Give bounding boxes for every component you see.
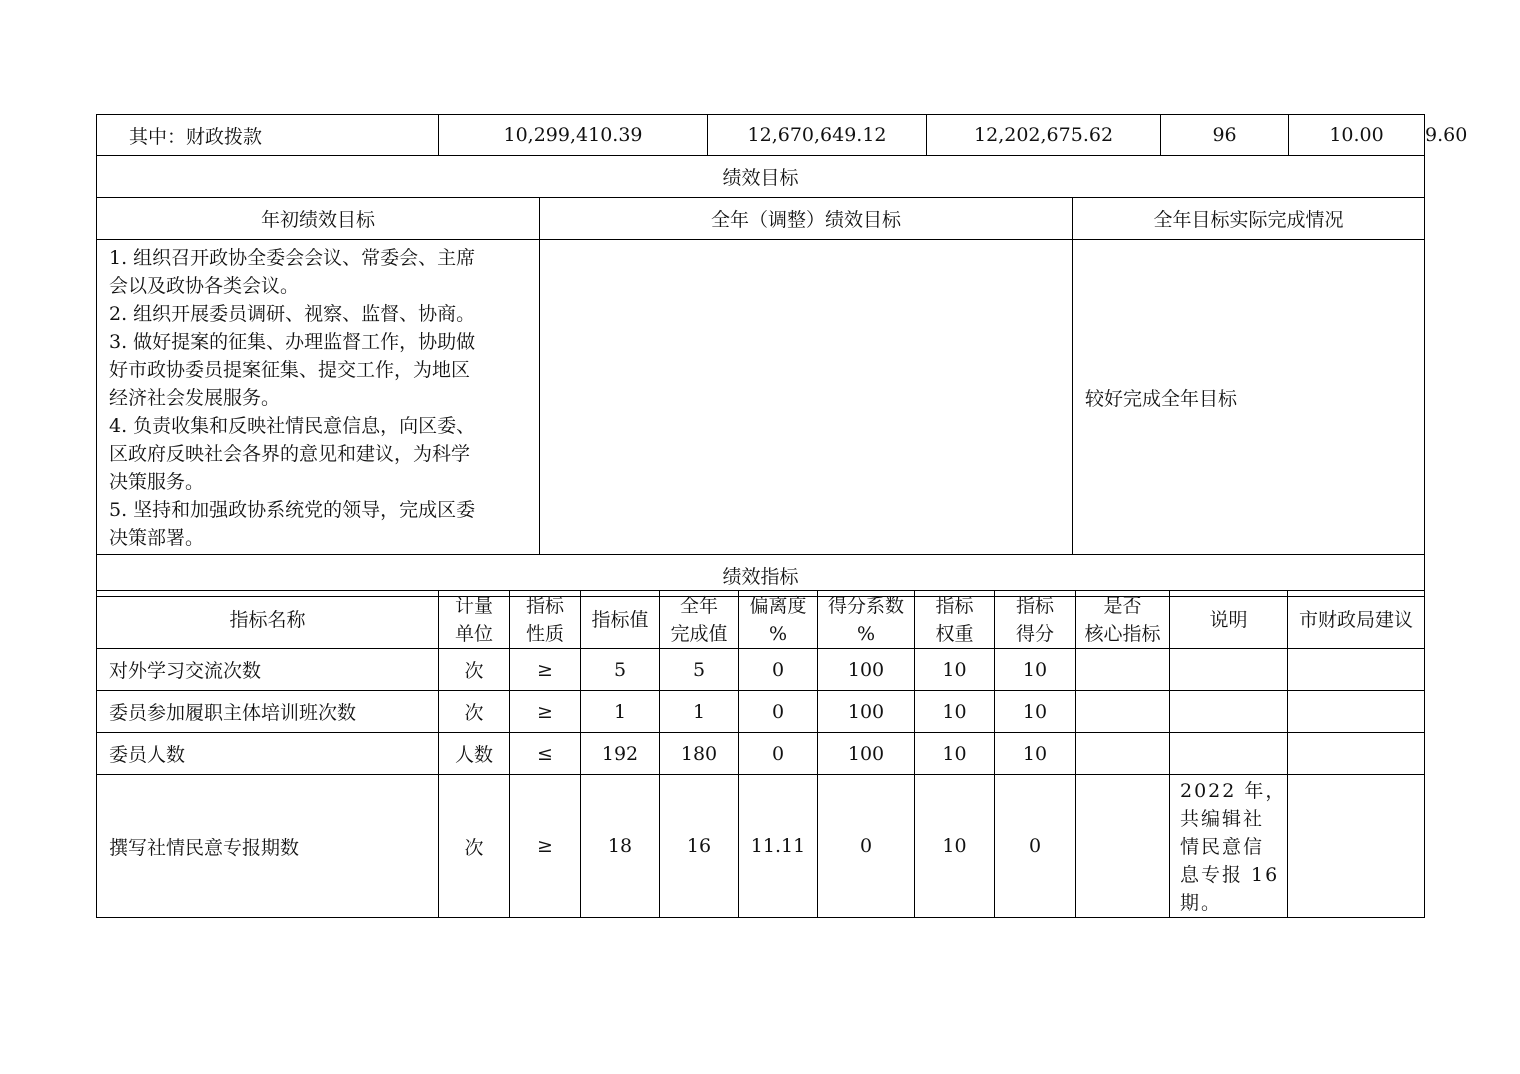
indicator-nature: ≥ (510, 649, 581, 691)
table-row (97, 649, 1425, 691)
goal-line: 决策部署。 (109, 527, 205, 549)
col-completed-value: 全年 完成值 (660, 591, 739, 649)
indicator-unit: 人数 (439, 733, 510, 775)
goal-line: 好市政协委员提案征集、提交工作，为地区 (109, 359, 471, 381)
col-indicator-name: 指标名称 (97, 591, 439, 649)
performance-goals-title: 绩效目标 (97, 156, 1425, 198)
annual-budget: 12,670,649.12 (708, 115, 927, 156)
col-score-coefficient: 得分系数 % (818, 591, 915, 649)
indicator-advice (1288, 733, 1425, 775)
indicator-nature: ≥ (510, 775, 581, 918)
goal-line: 5. 坚持和加强政协系统党的领导，完成区委 (109, 499, 476, 521)
col-unit: 计量 单位 (439, 591, 510, 649)
col-deviation: 偏离度 % (739, 591, 818, 649)
goal-line: 区政府反映社会各界的意见和建议，为科学 (109, 443, 471, 465)
goal-line: 3. 做好提案的征集、办理监督工作，协助做 (109, 331, 476, 353)
col-weight: 指标 权重 (915, 591, 995, 649)
performance-goals-table (96, 114, 1468, 597)
actual-completion-header: 全年目标实际完成情况 (1073, 198, 1425, 240)
note-line: 息专报 16 (1180, 864, 1280, 886)
indicator-coefficient: 100 (818, 691, 915, 733)
col-score: 指标 得分 (995, 591, 1076, 649)
indicator-note (1170, 733, 1288, 775)
indicator-advice (1288, 691, 1425, 733)
indicator-score: 0 (995, 775, 1076, 918)
indicator-note (1170, 691, 1288, 733)
indicator-coefficient: 0 (818, 775, 915, 918)
adjusted-goals-cell (540, 240, 1073, 555)
indicator-name: 撰写社情民意专报期数 (97, 775, 439, 918)
executed-amount: 12,202,675.62 (927, 115, 1161, 156)
initial-goals-header: 年初绩效目标 (97, 198, 540, 240)
goal-line: 1. 组织召开政协全委会会议、常委会、主席 (109, 247, 476, 269)
indicator-name: 对外学习交流次数 (97, 649, 439, 691)
execution-rate: 96 (1161, 115, 1289, 156)
adjusted-goals-header: 全年（调整）绩效目标 (540, 198, 1073, 240)
indicator-target: 5 (581, 649, 660, 691)
note-line: 2022 年， (1180, 780, 1287, 802)
table-row (97, 691, 1425, 733)
indicator-weight: 10 (915, 775, 995, 918)
indicator-score: 10 (995, 691, 1076, 733)
goal-line: 决策服务。 (109, 471, 205, 493)
indicator-advice (1288, 649, 1425, 691)
table-row (97, 733, 1425, 775)
indicator-note (1170, 649, 1288, 691)
indicator-unit: 次 (439, 649, 510, 691)
indicator-unit: 次 (439, 691, 510, 733)
indicator-weight: 10 (915, 733, 995, 775)
indicator-completed: 5 (660, 649, 739, 691)
goal-line: 会以及政协各类会议。 (109, 275, 300, 297)
indicator-coefficient: 100 (818, 649, 915, 691)
indicator-note (1170, 775, 1288, 918)
budget-weight: 10.00 (1289, 115, 1425, 156)
indicator-weight: 10 (915, 649, 995, 691)
indicator-target: 192 (581, 733, 660, 775)
indicator-core (1076, 649, 1170, 691)
goals-content-row (97, 240, 1425, 555)
indicators-header-row (97, 591, 1425, 649)
goal-line: 4. 负责收集和反映社情民意信息，向区委、 (109, 415, 476, 437)
indicator-completed: 1 (660, 691, 739, 733)
col-nature: 指标 性质 (510, 591, 581, 649)
indicator-unit: 次 (439, 775, 510, 918)
indicator-score: 10 (995, 733, 1076, 775)
indicator-weight: 10 (915, 691, 995, 733)
col-target-value: 指标值 (581, 591, 660, 649)
indicator-deviation: 0 (739, 649, 818, 691)
indicator-deviation: 0 (739, 691, 818, 733)
indicator-nature: ≥ (510, 691, 581, 733)
indicator-coefficient: 100 (818, 733, 915, 775)
performance-indicators-table (96, 590, 1425, 918)
goal-line: 2. 组织开展委员调研、视察、监督、协商。 (109, 303, 476, 325)
indicator-nature: ≤ (510, 733, 581, 775)
goals-header-row (97, 198, 1425, 240)
note-line: 共编辑社 (1180, 808, 1265, 830)
goal-line: 经济社会发展服务。 (109, 387, 281, 409)
indicator-deviation: 11.11 (739, 775, 818, 918)
table-row (97, 775, 1425, 918)
initial-budget: 10,299,410.39 (439, 115, 708, 156)
fiscal-allocation-row: 其中：财政拨款 10,299,410.39 12,670,649.12 12,202,675.62 96 10.00 9.60 (97, 115, 1425, 156)
indicator-target: 18 (581, 775, 660, 918)
indicator-completed: 16 (660, 775, 739, 918)
note-line: 期。 (1180, 892, 1223, 914)
col-core-indicator: 是否 核心指标 (1076, 591, 1170, 649)
indicator-name: 委员人数 (97, 733, 439, 775)
indicator-core (1076, 733, 1170, 775)
indicator-advice (1288, 775, 1425, 918)
performance-indicators-title: 绩效指标 (97, 555, 1425, 597)
indicator-deviation: 0 (739, 733, 818, 775)
note-line: 情民意信 (1180, 836, 1265, 858)
actual-completion-text: 较好完成全年目标 (1073, 240, 1425, 555)
initial-goals-text (97, 240, 540, 555)
indicator-completed: 180 (660, 733, 739, 775)
indicator-core (1076, 775, 1170, 918)
indicator-core (1076, 691, 1170, 733)
indicator-score: 10 (995, 649, 1076, 691)
fiscal-allocation-label: 其中：财政拨款 (97, 115, 439, 156)
indicator-name: 委员参加履职主体培训班次数 (97, 691, 439, 733)
col-note: 说明 (1170, 591, 1288, 649)
col-finance-advice: 市财政局建议 (1288, 591, 1425, 649)
indicator-target: 1 (581, 691, 660, 733)
